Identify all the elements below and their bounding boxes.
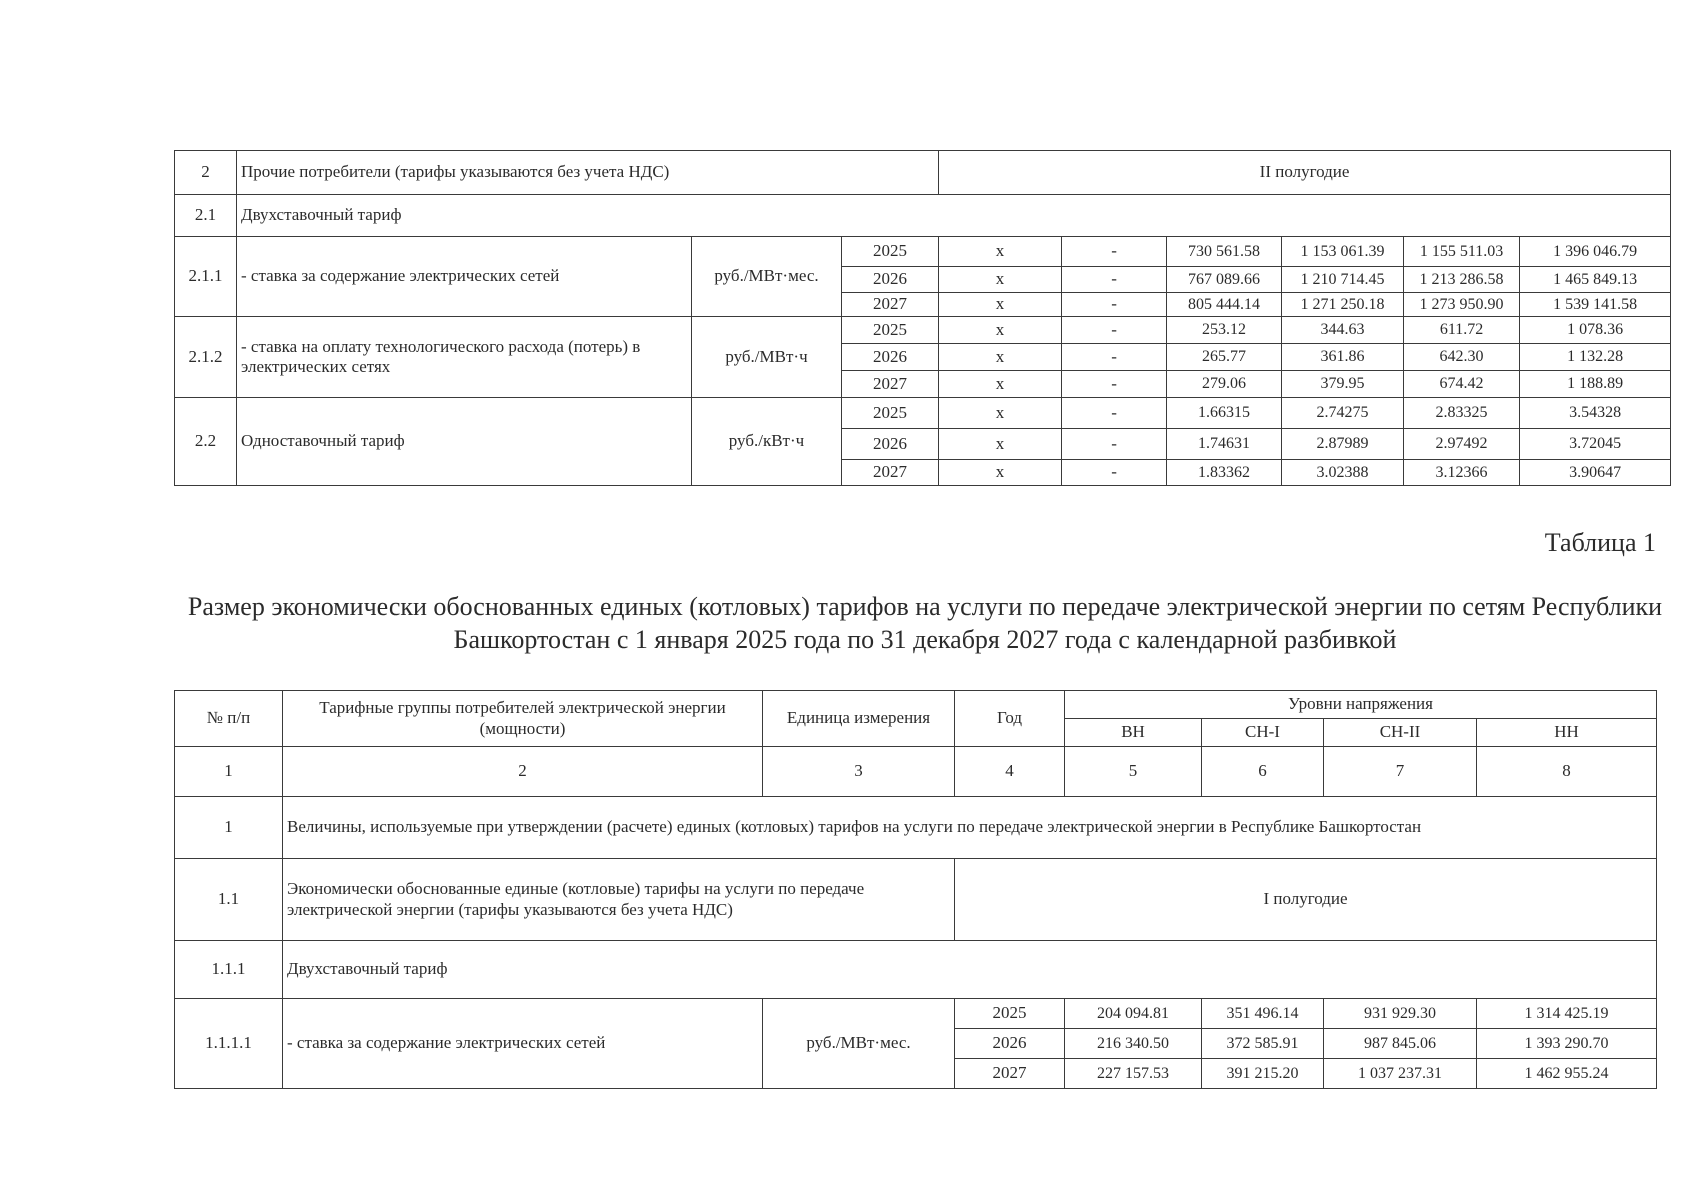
dash-cell: -	[1062, 344, 1167, 371]
row-label: Двухставочный тариф	[283, 941, 1657, 999]
value-cell: 2.87989	[1282, 429, 1404, 460]
section-row	[175, 941, 1657, 999]
value-cell: 1 396 046.79	[1520, 237, 1671, 267]
row-number: 1.1	[175, 859, 283, 941]
value-cell: 2.83325	[1404, 398, 1520, 429]
section-row	[175, 195, 1671, 237]
year-cell: 2026	[955, 1029, 1065, 1059]
value-cell: 987 845.06	[1324, 1029, 1477, 1059]
row-number: 2.1.1	[175, 237, 237, 317]
value-cell: 3.12366	[1404, 460, 1520, 486]
section-row	[175, 859, 1657, 941]
value-cell: 216 340.50	[1065, 1029, 1202, 1059]
row-label: Экономически обоснованные единые (котловые) тарифы на услуги по передаче электрической энергии (тарифы указываются без учета НДС)	[283, 859, 955, 941]
value-cell: 1.66315	[1167, 398, 1282, 429]
value-cell: 204 094.81	[1065, 999, 1202, 1029]
unit-cell: руб./кВт·ч	[692, 398, 842, 486]
row-label: Прочие потребители (тарифы указываются без учета НДС)	[237, 151, 939, 195]
value-cell: 1 465 849.13	[1520, 267, 1671, 293]
column-numbers-row	[175, 747, 1657, 797]
column-number: 2	[283, 747, 763, 797]
year-cell: 2026	[842, 429, 939, 460]
unit-cell: руб./МВт·ч	[692, 317, 842, 398]
row-number: 1.1.1	[175, 941, 283, 999]
header-row	[175, 691, 1657, 719]
value-cell: 767 089.66	[1167, 267, 1282, 293]
row-number: 2.1	[175, 195, 237, 237]
header-vn: ВН	[1065, 719, 1202, 747]
dash-cell: -	[1062, 317, 1167, 344]
dash-cell: -	[1062, 237, 1167, 267]
header-nn: НН	[1477, 719, 1657, 747]
table-row	[175, 237, 1671, 267]
column-number: 3	[763, 747, 955, 797]
column-number: 7	[1324, 747, 1477, 797]
value-cell: 279.06	[1167, 371, 1282, 398]
value-cell: 265.77	[1167, 344, 1282, 371]
row-label: Двухставочный тариф	[237, 195, 1671, 237]
year-cell: 2025	[842, 317, 939, 344]
period-label: II полугодие	[939, 151, 1671, 195]
value-cell: 1 155 511.03	[1404, 237, 1520, 267]
value-cell: 391 215.20	[1202, 1059, 1324, 1089]
value-cell: 2.74275	[1282, 398, 1404, 429]
value-cell: 1 210 714.45	[1282, 267, 1404, 293]
value-cell: 1 213 286.58	[1404, 267, 1520, 293]
value-cell: 1 153 061.39	[1282, 237, 1404, 267]
row-number: 2	[175, 151, 237, 195]
row-number: 2.2	[175, 398, 237, 486]
period-label: I полугодие	[955, 859, 1657, 941]
value-cell: 1 539 141.58	[1520, 293, 1671, 317]
value-cell: 805 444.14	[1167, 293, 1282, 317]
dash-cell: -	[1062, 460, 1167, 486]
mark-cell: х	[939, 371, 1062, 398]
year-cell: 2027	[842, 371, 939, 398]
header-year: Год	[955, 691, 1065, 747]
row-label: - ставка за содержание электрических сетей	[237, 237, 692, 317]
year-cell: 2026	[842, 344, 939, 371]
value-cell: 642.30	[1404, 344, 1520, 371]
table-row	[175, 398, 1671, 429]
mark-cell: х	[939, 344, 1062, 371]
mark-cell: х	[939, 429, 1062, 460]
dash-cell: -	[1062, 398, 1167, 429]
header-groups: Тарифные группы потребителей электрической энергии (мощности)	[283, 691, 763, 747]
mark-cell: х	[939, 267, 1062, 293]
value-cell: 1.74631	[1167, 429, 1282, 460]
unit-cell: руб./МВт·мес.	[692, 237, 842, 317]
value-cell: 1 462 955.24	[1477, 1059, 1657, 1089]
header-num: № п/п	[175, 691, 283, 747]
dash-cell: -	[1062, 267, 1167, 293]
year-cell: 2025	[842, 398, 939, 429]
column-number: 8	[1477, 747, 1657, 797]
dash-cell: -	[1062, 429, 1167, 460]
value-cell: 227 157.53	[1065, 1059, 1202, 1089]
dash-cell: -	[1062, 371, 1167, 398]
value-cell: 379.95	[1282, 371, 1404, 398]
row-number: 1	[175, 797, 283, 859]
value-cell: 1 393 290.70	[1477, 1029, 1657, 1059]
header-unit: Единица измерения	[763, 691, 955, 747]
value-cell: 1 273 950.90	[1404, 293, 1520, 317]
mark-cell: х	[939, 460, 1062, 486]
row-number: 1.1.1.1	[175, 999, 283, 1089]
value-cell: 253.12	[1167, 317, 1282, 344]
header-sn2: СН-II	[1324, 719, 1477, 747]
tariff-table-main	[174, 690, 1657, 1089]
row-number: 2.1.2	[175, 317, 237, 398]
dash-cell: -	[1062, 293, 1167, 317]
value-cell: 3.02388	[1282, 460, 1404, 486]
value-cell: 730 561.58	[1167, 237, 1282, 267]
value-cell: 611.72	[1404, 317, 1520, 344]
row-label: Одноставочный тариф	[237, 398, 692, 486]
table-title: Размер экономически обоснованных единых (котловых) тарифов на услуги по передаче электрической энергии по сетям Республики Башкортостан с 1 января 2025 года по 31 декабря 2027 года с календарной разбивкой	[187, 592, 1663, 655]
value-cell: 3.90647	[1520, 460, 1671, 486]
unit-cell: руб./МВт·мес.	[763, 999, 955, 1089]
value-cell: 3.72045	[1520, 429, 1671, 460]
year-cell: 2025	[842, 237, 939, 267]
row-label: - ставка за содержание электрических сетей	[283, 999, 763, 1089]
value-cell: 2.97492	[1404, 429, 1520, 460]
header-sn1: СН-I	[1202, 719, 1324, 747]
row-label: Величины, используемые при утверждении (расчете) единых (котловых) тарифов на услуги по передаче электрической энергии в Республике Башкортостан	[283, 797, 1657, 859]
value-cell: 372 585.91	[1202, 1029, 1324, 1059]
column-number: 1	[175, 747, 283, 797]
value-cell: 1.83362	[1167, 460, 1282, 486]
year-cell: 2025	[955, 999, 1065, 1029]
column-number: 6	[1202, 747, 1324, 797]
tariff-table-continuation	[174, 150, 1671, 486]
value-cell: 1 314 425.19	[1477, 999, 1657, 1029]
value-cell: 1 078.36	[1520, 317, 1671, 344]
value-cell: 1 188.89	[1520, 371, 1671, 398]
row-label: - ставка на оплату технологического расхода (потерь) в электрических сетях	[237, 317, 692, 398]
column-number: 4	[955, 747, 1065, 797]
year-cell: 2027	[842, 293, 939, 317]
value-cell: 3.54328	[1520, 398, 1671, 429]
value-cell: 1 132.28	[1520, 344, 1671, 371]
value-cell: 674.42	[1404, 371, 1520, 398]
column-number: 5	[1065, 747, 1202, 797]
header-levels: Уровни напряжения	[1065, 691, 1657, 719]
mark-cell: х	[939, 398, 1062, 429]
mark-cell: х	[939, 293, 1062, 317]
value-cell: 361.86	[1282, 344, 1404, 371]
mark-cell: х	[939, 237, 1062, 267]
table-row	[175, 999, 1657, 1029]
year-cell: 2027	[842, 460, 939, 486]
year-cell: 2026	[842, 267, 939, 293]
year-cell: 2027	[955, 1059, 1065, 1089]
table-label: Таблица 1	[1544, 528, 1656, 557]
value-cell: 351 496.14	[1202, 999, 1324, 1029]
section-row	[175, 797, 1657, 859]
value-cell: 344.63	[1282, 317, 1404, 344]
section-row	[175, 151, 1671, 195]
value-cell: 1 037 237.31	[1324, 1059, 1477, 1089]
value-cell: 931 929.30	[1324, 999, 1477, 1029]
mark-cell: х	[939, 317, 1062, 344]
value-cell: 1 271 250.18	[1282, 293, 1404, 317]
table-row	[175, 317, 1671, 344]
